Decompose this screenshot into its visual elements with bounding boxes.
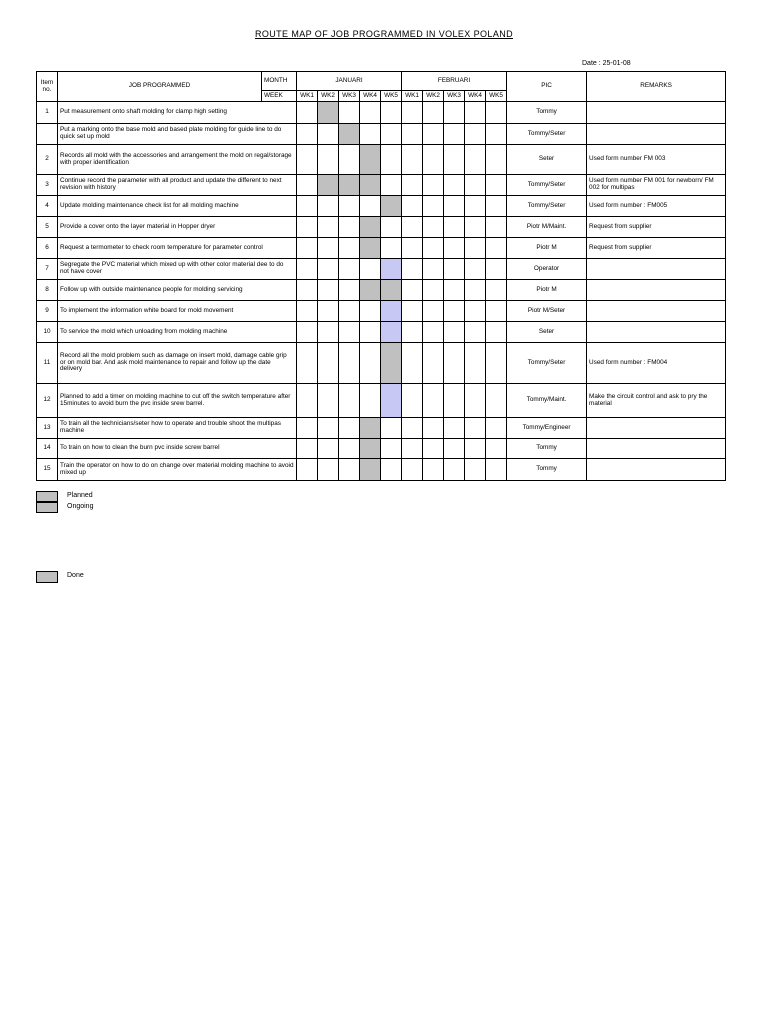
schedule-cell (402, 175, 423, 196)
schedule-cell (318, 196, 339, 217)
week-header-feb-wk2: WK2 (423, 91, 444, 102)
schedule-cell-planned (360, 217, 381, 238)
schedule-cell (444, 418, 465, 439)
table-row (37, 102, 726, 124)
remarks-cell (587, 259, 726, 280)
schedule-cell (339, 322, 360, 343)
schedule-cell-planned (318, 102, 339, 124)
schedule-cell (318, 301, 339, 322)
schedule-cell (297, 238, 318, 259)
schedule-cell (465, 301, 486, 322)
schedule-cell (486, 439, 507, 459)
table-row (37, 238, 726, 259)
schedule-cell (318, 238, 339, 259)
schedule-cell (465, 280, 486, 301)
schedule-cell (486, 343, 507, 384)
table-row (37, 259, 726, 280)
week-header-jan-wk5: WK5 (381, 91, 402, 102)
job-description: Records all mold with the accessories and arrangement the mold on regal/storage with proper identification (58, 145, 297, 175)
schedule-cell (402, 322, 423, 343)
pic-cell: Tommy/Maint. (507, 384, 587, 418)
schedule-cell (381, 175, 402, 196)
job-description: To train on how to clean the burn pvc inside screw barrel (58, 439, 297, 459)
remarks-cell (587, 439, 726, 459)
header-month: MONTH (262, 72, 297, 91)
schedule-cell (423, 102, 444, 124)
page-title: ROUTE MAP OF JOB PROGRAMMED IN VOLEX POLAND (254, 29, 514, 39)
schedule-cell-planned (381, 196, 402, 217)
schedule-cell (339, 280, 360, 301)
schedule-cell (423, 238, 444, 259)
schedule-cell (486, 259, 507, 280)
remarks-cell (587, 418, 726, 439)
item-number: 9 (37, 301, 58, 322)
schedule-cell (297, 217, 318, 238)
schedule-cell (402, 124, 423, 145)
schedule-cell (402, 343, 423, 384)
schedule-cell (297, 439, 318, 459)
schedule-cell (465, 124, 486, 145)
schedule-cell (297, 259, 318, 280)
item-number: 5 (37, 217, 58, 238)
schedule-cell (486, 418, 507, 439)
schedule-cell-planned (360, 439, 381, 459)
job-description: Update molding maintenance check list for all molding machine (58, 196, 297, 217)
item-number: 15 (37, 459, 58, 481)
job-description: Segregate the PVC material which mixed up with other color material dee to do not have cover (58, 259, 297, 280)
schedule-cell (360, 102, 381, 124)
pic-cell: Piotr M (507, 280, 587, 301)
remarks-cell (587, 102, 726, 124)
schedule-cell (360, 196, 381, 217)
document-date: Date : 25-01-08 (582, 60, 631, 67)
schedule-cell (297, 384, 318, 418)
item-number: 12 (37, 384, 58, 418)
schedule-cell-ongoing (381, 322, 402, 343)
schedule-cell (381, 459, 402, 481)
schedule-cell (465, 384, 486, 418)
schedule-cell-planned (339, 175, 360, 196)
pic-cell: Seter (507, 322, 587, 343)
schedule-cell (339, 343, 360, 384)
table-row (37, 280, 726, 301)
schedule-cell (423, 301, 444, 322)
schedule-cell (423, 418, 444, 439)
table-row (37, 418, 726, 439)
schedule-cell (297, 322, 318, 343)
done-swatch (36, 571, 58, 583)
job-description: Put a marking onto the base mold and based plate molding for guide line to do quick set up mold (58, 124, 297, 145)
header-februari: FEBRUARI (402, 72, 507, 91)
remarks-cell: Used form number FM 003 (587, 145, 726, 175)
item-number: 6 (37, 238, 58, 259)
schedule-cell (360, 384, 381, 418)
week-header-jan-wk4: WK4 (360, 91, 381, 102)
schedule-cell-planned (360, 145, 381, 175)
schedule-cell (444, 384, 465, 418)
week-header-jan-wk1: WK1 (297, 91, 318, 102)
remarks-cell: Used form number FM 001 for newborn/ FM 002 for multipas (587, 175, 726, 196)
remarks-cell: Make the circuit control and ask to pry the material (587, 384, 726, 418)
schedule-cell (423, 124, 444, 145)
job-description: To train all the technicians/seter how to operate and trouble shoot the multipas machine (58, 418, 297, 439)
remarks-cell: Used form number : FM005 (587, 196, 726, 217)
schedule-cell (360, 124, 381, 145)
job-description: Follow up with outside maintenance people for molding servicing (58, 280, 297, 301)
table-row (37, 439, 726, 459)
header-job: JOB PROGRAMMED (58, 72, 262, 102)
schedule-cell (318, 259, 339, 280)
schedule-cell (297, 196, 318, 217)
legend-planned-label: Planned (67, 492, 93, 499)
schedule-cell (360, 301, 381, 322)
schedule-cell (339, 259, 360, 280)
schedule-cell (423, 459, 444, 481)
item-number: 10 (37, 322, 58, 343)
table-row (37, 124, 726, 145)
schedule-cell (381, 238, 402, 259)
schedule-cell (402, 102, 423, 124)
week-header-feb-wk1: WK1 (402, 91, 423, 102)
legend-done-label: Done (67, 572, 84, 579)
schedule-cell-planned (360, 459, 381, 481)
schedule-cell (339, 238, 360, 259)
ongoing-swatch (36, 502, 58, 513)
item-number: 2 (37, 145, 58, 175)
schedule-cell (444, 280, 465, 301)
table-row (37, 343, 726, 384)
job-description: Provide a cover onto the layer material in Hopper dryer (58, 217, 297, 238)
item-number: 3 (37, 175, 58, 196)
header-remarks: REMARKS (587, 72, 726, 102)
planned-swatch (36, 491, 58, 502)
item-number: 4 (37, 196, 58, 217)
schedule-cell (297, 459, 318, 481)
schedule-cell (465, 102, 486, 124)
pic-cell: Tommy/Seter (507, 124, 587, 145)
schedule-cell (318, 322, 339, 343)
schedule-cell (423, 259, 444, 280)
schedule-cell (402, 217, 423, 238)
schedule-cell (339, 384, 360, 418)
table-row (37, 145, 726, 175)
schedule-cell (423, 217, 444, 238)
schedule-cell (465, 175, 486, 196)
header-item-no: Item no. (37, 72, 58, 102)
week-header-feb-wk5: WK5 (486, 91, 507, 102)
item-number: 8 (37, 280, 58, 301)
table-row (37, 196, 726, 217)
job-description: Continue record the parameter with all product and update the different to next revision with history (58, 175, 297, 196)
schedule-cell (402, 418, 423, 439)
schedule-cell (465, 418, 486, 439)
schedule-cell (339, 102, 360, 124)
item-number: 11 (37, 343, 58, 384)
table-row (37, 217, 726, 238)
schedule-cell (297, 175, 318, 196)
table-row (37, 459, 726, 481)
schedule-cell (381, 102, 402, 124)
schedule-cell-planned (318, 175, 339, 196)
remarks-cell: Used form number : FM004 (587, 343, 726, 384)
schedule-cell (318, 459, 339, 481)
pic-cell: Tommy (507, 439, 587, 459)
schedule-cell (318, 343, 339, 384)
schedule-cell (423, 439, 444, 459)
schedule-cell (444, 124, 465, 145)
schedule-cell (486, 322, 507, 343)
schedule-cell (444, 102, 465, 124)
schedule-cell (339, 418, 360, 439)
schedule-cell (465, 343, 486, 384)
schedule-cell (402, 238, 423, 259)
schedule-cell (465, 196, 486, 217)
week-header-feb-wk4: WK4 (465, 91, 486, 102)
schedule-cell (465, 439, 486, 459)
schedule-cell (444, 145, 465, 175)
table-row (37, 175, 726, 196)
schedule-cell (297, 145, 318, 175)
schedule-cell-planned (360, 418, 381, 439)
schedule-cell (402, 301, 423, 322)
schedule-cell (297, 102, 318, 124)
item-number (37, 124, 58, 145)
schedule-cell (318, 384, 339, 418)
week-header-jan-wk2: WK2 (318, 91, 339, 102)
schedule-cell (339, 301, 360, 322)
job-description: Planned to add a timer on molding machine to cut off the switch temperature after 15minutes to avoid burn the pvc inside srew barrel. (58, 384, 297, 418)
schedule-cell (297, 343, 318, 384)
schedule-cell (465, 322, 486, 343)
schedule-cell (423, 175, 444, 196)
remarks-cell (587, 280, 726, 301)
schedule-cell (318, 217, 339, 238)
schedule-cell (465, 238, 486, 259)
schedule-cell (486, 196, 507, 217)
schedule-cell-planned (360, 175, 381, 196)
item-number: 13 (37, 418, 58, 439)
pic-cell: Operator (507, 259, 587, 280)
schedule-cell (381, 145, 402, 175)
schedule-cell (402, 196, 423, 217)
pic-cell: Tommy (507, 102, 587, 124)
schedule-cell (339, 196, 360, 217)
schedule-cell (486, 459, 507, 481)
schedule-cell (486, 175, 507, 196)
schedule-cell (339, 439, 360, 459)
schedule-cell (486, 280, 507, 301)
schedule-cell (381, 217, 402, 238)
schedule-cell (402, 145, 423, 175)
schedule-cell-ongoing (381, 301, 402, 322)
schedule-cell (360, 343, 381, 384)
item-number: 1 (37, 102, 58, 124)
schedule-cell (444, 217, 465, 238)
schedule-cell (339, 459, 360, 481)
schedule-cell-planned (339, 124, 360, 145)
route-map-table (36, 71, 726, 481)
schedule-cell (402, 280, 423, 301)
schedule-cell (486, 145, 507, 175)
pic-cell: Piotr M/Seter (507, 301, 587, 322)
schedule-cell (465, 217, 486, 238)
schedule-cell (318, 124, 339, 145)
job-description: Train the operator on how to do on change over material molding machine to avoid mixed up (58, 459, 297, 481)
schedule-cell (444, 196, 465, 217)
schedule-cell (402, 439, 423, 459)
schedule-cell (444, 439, 465, 459)
schedule-cell (360, 322, 381, 343)
schedule-cell (465, 259, 486, 280)
week-header-feb-wk3: WK3 (444, 91, 465, 102)
remarks-cell (587, 301, 726, 322)
schedule-cell (486, 217, 507, 238)
remarks-cell (587, 124, 726, 145)
job-description: Request a termometer to check room temperature for parameter control (58, 238, 297, 259)
schedule-cell (423, 280, 444, 301)
schedule-cell (297, 280, 318, 301)
schedule-cell (297, 418, 318, 439)
schedule-cell (318, 439, 339, 459)
legend-ongoing-label: Ongoing (67, 503, 94, 510)
remarks-cell (587, 322, 726, 343)
job-description: Put measurement onto shaft molding for clamp high setting (58, 102, 297, 124)
header-januari: JANUARI (297, 72, 402, 91)
schedule-cell (444, 322, 465, 343)
schedule-cell (486, 238, 507, 259)
schedule-cell (423, 343, 444, 384)
schedule-cell (444, 343, 465, 384)
schedule-cell (486, 102, 507, 124)
schedule-cell (486, 124, 507, 145)
schedule-cell-planned (381, 343, 402, 384)
schedule-cell (318, 280, 339, 301)
week-header-jan-wk3: WK3 (339, 91, 360, 102)
pic-cell: Tommy/Engineer (507, 418, 587, 439)
schedule-cell-planned (360, 238, 381, 259)
remarks-cell: Request from supplier (587, 238, 726, 259)
schedule-cell (423, 322, 444, 343)
schedule-cell (381, 418, 402, 439)
item-number: 7 (37, 259, 58, 280)
schedule-cell (423, 384, 444, 418)
pic-cell: Tommy (507, 459, 587, 481)
item-number: 14 (37, 439, 58, 459)
schedule-cell (297, 301, 318, 322)
remarks-cell (587, 459, 726, 481)
schedule-cell (486, 384, 507, 418)
job-description: Record all the mold problem such as damage on insert mold, damage cable grip or on mold bar. And ask mold maintenance to repair and follow up the date delivery (58, 343, 297, 384)
schedule-cell (318, 145, 339, 175)
schedule-cell (444, 238, 465, 259)
job-description: To service the mold which unloading from molding machine (58, 322, 297, 343)
schedule-cell (360, 259, 381, 280)
schedule-cell (444, 459, 465, 481)
schedule-cell (423, 145, 444, 175)
pic-cell: Tommy/Seter (507, 175, 587, 196)
header-week: WEEK (262, 91, 297, 102)
pic-cell: Tommy/Seter (507, 343, 587, 384)
table-row (37, 384, 726, 418)
table-row (37, 301, 726, 322)
pic-cell: Piotr M (507, 238, 587, 259)
schedule-cell (381, 124, 402, 145)
schedule-cell (486, 301, 507, 322)
pic-cell: Seter (507, 145, 587, 175)
schedule-cell (423, 196, 444, 217)
schedule-cell (297, 124, 318, 145)
schedule-cell (402, 259, 423, 280)
pic-cell: Piotr M/Maint. (507, 217, 587, 238)
remarks-cell: Request from supplier (587, 217, 726, 238)
schedule-cell (339, 145, 360, 175)
schedule-cell-planned (381, 280, 402, 301)
schedule-cell (381, 439, 402, 459)
schedule-cell-ongoing (381, 259, 402, 280)
schedule-cell-ongoing (381, 384, 402, 418)
pic-cell: Tommy/Seter (507, 196, 587, 217)
schedule-cell (318, 418, 339, 439)
schedule-cell (444, 259, 465, 280)
schedule-cell (339, 217, 360, 238)
schedule-cell (402, 459, 423, 481)
schedule-cell (465, 145, 486, 175)
schedule-cell (444, 175, 465, 196)
table-row (37, 322, 726, 343)
schedule-cell (465, 459, 486, 481)
schedule-cell-planned (360, 280, 381, 301)
header-pic: PIC (507, 72, 587, 102)
schedule-cell (444, 301, 465, 322)
schedule-cell (402, 384, 423, 418)
job-description: To implement the information white board for mold movement (58, 301, 297, 322)
